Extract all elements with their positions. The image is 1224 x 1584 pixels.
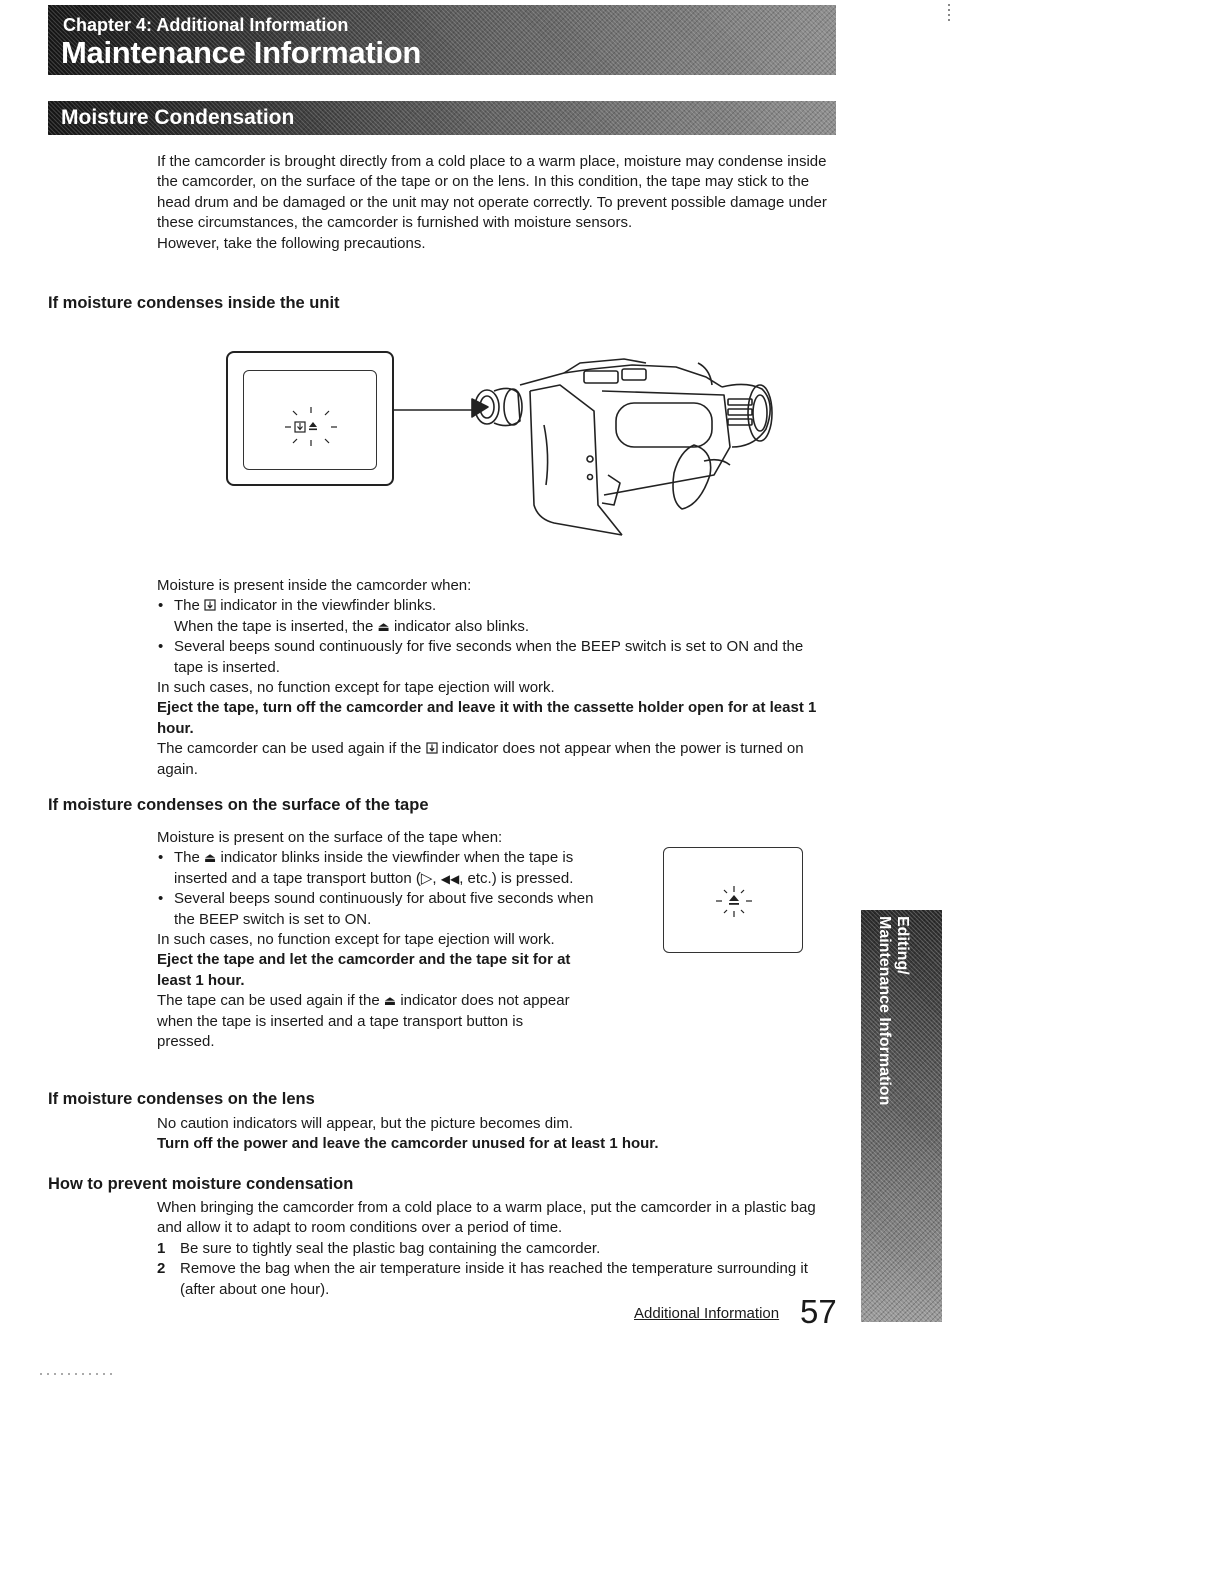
tape-surface-text [157,828,617,1052]
eject-indicator-icon [664,848,804,954]
page-number: 57 [800,1293,837,1330]
bullet-text: , etc.) is pressed. [459,869,574,887]
chapter-header [48,5,836,75]
heading-inside-unit: If moisture condenses inside the unit [48,294,340,312]
prevent-steps [157,1239,827,1300]
list-item [157,889,617,930]
inside-unit-cases: In such cases, no function except for tape ejection will work. [157,679,555,697]
tape-surface-instruction: Eject the tape and let the camcorder and the tape sit for at least 1 hour. [157,951,571,989]
step-number: 2 [157,1260,166,1278]
lens-instruction: Turn off the power and leave the camcorder unused for at least 1 hour. [157,1135,659,1153]
after-text: The tape can be used again if the [157,992,380,1010]
inside-unit-conditions [157,596,832,678]
inside-unit-after [157,739,832,780]
section-title: Moisture Condensation [61,106,295,129]
list-item: • The ⏏ indicator blinks inside the viewfinder when the tape is inserted and a tape transport button (▷, ◀◀, etc.) is pressed. [157,848,617,889]
side-tab-line: Editing/ [894,916,911,975]
eject-indicator-icon: ⏏ [377,618,390,634]
viewfinder-screen [243,370,377,470]
inside-unit-instruction: Eject the tape, turn off the camcorder and leave it with the cassette holder open for at least 1 hour. [157,699,817,737]
after-text: indicator does not appear when the power is turned on again. [157,740,804,778]
step-number: 1 [157,1239,166,1257]
list-item [157,1259,827,1300]
bullet-text: indicator also blinks. [393,617,530,635]
bullet-text: indicator blinks inside the viewfinder when the tape is inserted and a tape transport button ( [174,849,574,887]
chapter-kicker: Chapter 4: Additional Information [63,15,349,35]
bullet-text: Several beeps sound continuously for five seconds when the BEEP switch is set to ON and the tape is inserted. [174,638,804,676]
after-text: The camcorder can be used again if the [157,740,422,758]
moisture-indicator-icon [204,599,216,611]
scan-mark [40,1373,112,1375]
viewfinder-callout [226,351,394,486]
tape-surface-cases: In such cases, no function except for tape ejection will work. [157,931,555,949]
bullet-text: indicator in the viewfinder blinks. [220,597,437,615]
eject-indicator-icon: ⏏ [204,850,217,866]
scan-mark [948,4,950,24]
intro-text [157,152,837,254]
viewfinder-eject-display [663,847,803,953]
tape-surface-conditions [157,848,617,930]
inside-unit-text [157,576,832,780]
list-item [157,596,832,637]
bullet-text: The [174,849,200,867]
list-item [157,637,832,678]
heading-prevent: How to prevent moisture condensation [48,1175,354,1193]
inside-unit-lead: Moisture is present inside the camcorder when: [157,577,472,594]
bullet-text: When the tape is inserted, the [174,617,374,635]
list-item [157,1239,827,1259]
lens-description: No caution indicators will appear, but the picture becomes dim. [157,1115,574,1132]
step-text: Be sure to tightly seal the plastic bag containing the camcorder. [180,1239,601,1257]
bullet-text: The [174,597,200,615]
eject-indicator-icon: ⏏ [383,993,397,1009]
side-tab [861,910,942,1322]
lens-text [157,1114,847,1155]
tape-surface-after [157,991,577,1052]
bullet-text: Several beeps sound continuously for about five seconds when the BEEP switch is set to ON. [174,890,594,928]
step-text: Remove the bag when the air temperature inside it has reached the temperature surrounding it (after about one hour). [180,1260,808,1298]
heading-tape-surface: If moisture condenses on the surface of the tape [48,796,429,814]
camcorder-illustration [394,355,784,545]
heading-lens: If moisture condenses on the lens [48,1090,315,1108]
moisture-indicator-icon [244,371,378,471]
rewind-icon: ◀◀ [440,871,460,886]
intro-paragraph: If the camcorder is brought directly from a cold place to a warm place, moisture may condense inside the camcorder, on the surface of the tape or on the lens. In this condition, the tape may stick to the head drum and be damaged or the unit may not operate correctly. To prevent possible damage under these circumstances, the camcorder is furnished with moisture sensors. [157,153,827,232]
tape-surface-lead: Moisture is present on the surface of the tape when: [157,829,503,846]
intro-precaution: However, take the following precautions. [157,234,426,252]
side-tab-label [871,916,911,1116]
side-tab-line: Maintenance Information [876,916,893,1106]
play-icon: ▷ [420,869,433,887]
page-title: Maintenance Information [61,35,421,70]
after-text: indicator does not appear when the tape is inserted and a tape transport button is pressed. [157,992,570,1051]
moisture-indicator-icon [426,742,438,754]
footer-section-label: Additional Information [634,1305,780,1322]
section-header [48,101,836,135]
prevent-description: When bringing the camcorder from a cold place to a warm place, put the camcorder in a plastic bag and allow it to adapt to room conditions over a period of time. [157,1199,816,1237]
prevent-text [157,1198,827,1300]
